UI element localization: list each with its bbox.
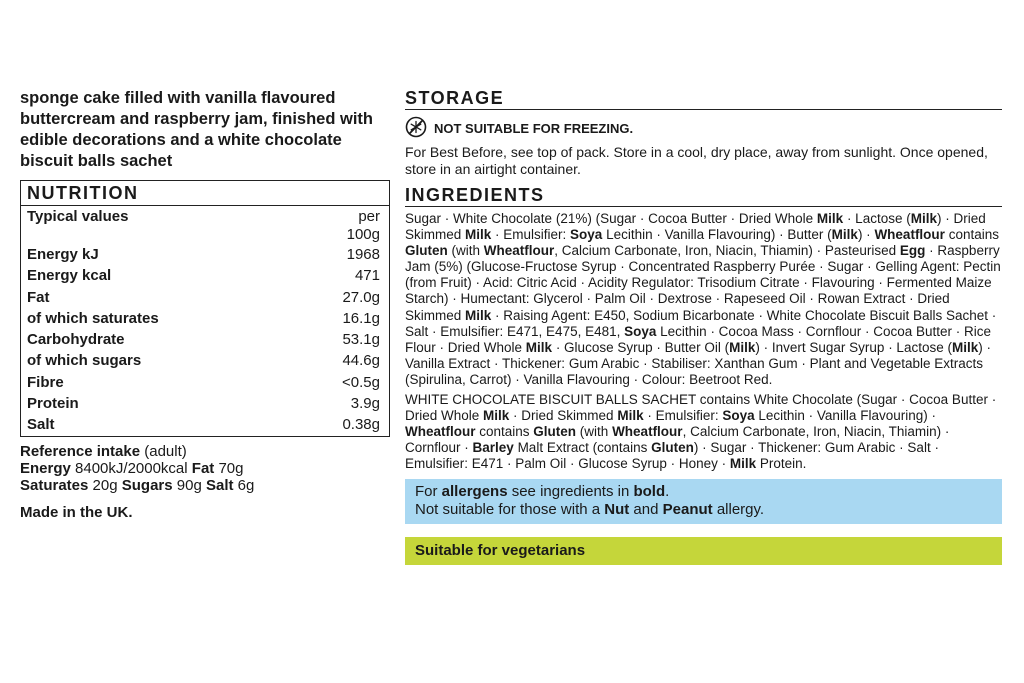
ri-saturates-value: 20g [92, 476, 118, 494]
allergen-word: Soya [722, 408, 755, 424]
allergen-word: Milk [729, 456, 757, 472]
right-column [405, 88, 1002, 565]
text-segment: · Glucose Syrup · Butter Oil ( [552, 339, 730, 355]
text-segment: . [665, 482, 670, 500]
nutrient-value: 44.6g [342, 352, 380, 370]
allergen-word: Gluten [405, 243, 448, 259]
text-segment: ) · Vanilla Extract · Thickener: Gum Arabic · Stabiliser: Xanthan Gum · Plant and Vegetable Extracts (Spirulina, Carrot) · Vanilla Flavouring · Colour: Beetroot Red. [405, 339, 991, 387]
reference-intake-line1 [20, 460, 390, 477]
nutrition-row [21, 265, 389, 286]
allergen-line-1 [415, 483, 992, 501]
allergen-word: Barley [472, 440, 514, 456]
text-segment: allergy. [712, 500, 765, 518]
text-segment: see ingredients in [507, 482, 634, 500]
ri-salt-value: 6g [237, 476, 255, 494]
nutrient-value: 27.0g [342, 288, 380, 306]
nutrition-row [21, 372, 389, 393]
text-segment: , Calcium Carbonate, Iron, Niacin, Thiamin) · Cornflour · [405, 424, 950, 456]
text-segment: Lecithin · Cocoa Mass · Cornflour · Cocoa Butter · Rice Flour · Dried Whole [405, 323, 992, 355]
nutrient-value: 1968 [346, 246, 380, 263]
freezing-warning-text: NOT SUITABLE FOR FREEZING. [434, 121, 634, 136]
text-segment: (with [576, 424, 613, 440]
nutrient-label: Energy kcal [27, 267, 112, 285]
nutrition-row [21, 350, 389, 371]
text-segment: contains [475, 424, 534, 440]
reference-intake [20, 443, 390, 494]
product-description: sponge cake filled with vanilla flavoured buttercream and raspberry jam, finished with edible decorations and a white chocolate biscuit balls sachet [20, 89, 374, 170]
ingredients-list [405, 211, 1002, 388]
allergen-word: allergens [441, 482, 508, 500]
ri-salt-label: Salt [205, 476, 234, 494]
allergen-word: Milk [729, 339, 756, 355]
nutrient-value: 16.1g [342, 309, 380, 327]
nutrient-label: of which sugars [27, 352, 142, 370]
storage-title: STORAGE [405, 88, 1002, 110]
text-segment: and [629, 500, 663, 518]
text-segment: Lecithin · Vanilla Flavouring) · [754, 408, 936, 424]
nutrition-row [21, 393, 389, 414]
text-segment: Malt Extract (contains [513, 440, 652, 456]
nutrition-row [21, 287, 389, 308]
text-segment: WHITE CHOCOLATE BISCUIT BALLS SACHET contains White Chocolate (Sugar · Cocoa Butter · Dried Whole [405, 392, 997, 424]
reference-intake-note: (adult) [144, 442, 187, 460]
per-100g-label: per 100g [346, 208, 380, 243]
text-segment: ) · [857, 227, 875, 243]
allergen-word: Soya [570, 227, 603, 243]
text-segment: · Emulsifier: [643, 408, 723, 424]
ri-saturates-label: Saturates [20, 476, 89, 494]
allergen-word: Wheatflour [612, 424, 683, 440]
nutrient-value: 0.38g [342, 416, 380, 434]
nutrient-label: Carbohydrate [27, 331, 125, 349]
nutrition-row [21, 414, 389, 435]
allergen-word: Wheatflour [874, 227, 945, 243]
nutrition-row [21, 244, 389, 265]
typical-values-label: Typical values [27, 208, 129, 225]
allergen-advice [405, 479, 1002, 524]
nutrient-value: 53.1g [342, 331, 380, 349]
allergen-word: bold [633, 482, 666, 500]
allergen-word: Peanut [662, 500, 713, 518]
text-segment: Lecithin · Vanilla Flavouring) · Butter ( [602, 227, 832, 243]
no-freeze-icon [405, 116, 427, 141]
text-segment: contains [944, 227, 999, 243]
text-segment: · Dried Skimmed [509, 408, 618, 424]
ri-fat-label: Fat [191, 459, 215, 477]
text-segment: Sugar · White Chocolate (21%) (Sugar · Cocoa Butter · Dried Whole [405, 211, 817, 226]
nutrient-value: 3.9g [350, 395, 380, 413]
ri-energy-label: Energy [20, 459, 71, 477]
allergen-word: Milk [483, 408, 510, 424]
made-in-uk: Made in the UK. [20, 503, 133, 521]
text-segment: ) · Dried Skimmed [405, 211, 986, 243]
ri-fat-value: 70g [218, 459, 244, 477]
left-column [20, 88, 390, 521]
allergen-word: Milk [525, 339, 553, 355]
nutrition-row [21, 308, 389, 329]
allergen-word: Wheatflour [405, 424, 476, 440]
nutrient-label: of which saturates [27, 309, 159, 327]
reference-intake-title: Reference intake [20, 442, 141, 460]
allergen-word: Gluten [651, 440, 694, 456]
ri-sugars-value: 90g [176, 476, 202, 494]
nutrient-label: Fat [27, 288, 50, 306]
sachet-ingredients [405, 392, 1002, 472]
nutrient-value: <0.5g [342, 373, 380, 391]
text-segment: ) · Invert Sugar Syrup · Lactose ( [755, 339, 952, 355]
nutrition-table [20, 180, 390, 437]
allergen-word: Milk [617, 408, 644, 424]
text-segment: · Emulsifier: [491, 227, 571, 243]
allergen-word: Milk [951, 339, 979, 355]
ri-sugars-label: Sugars [121, 476, 173, 494]
text-segment: ) · Sugar · Thickener: Gum Arabic · Salt · Emulsifier: E471 · Palm Oil · Glucose Syrup · Honey · [405, 440, 939, 472]
allergen-word: Milk [465, 227, 492, 243]
reference-intake-line2 [20, 477, 390, 494]
nutrient-label: Energy kJ [27, 246, 99, 263]
nutrient-label: Fibre [27, 373, 64, 391]
text-segment: · Raising Agent: E450, Sodium Bicarbonate · White Chocolate Biscuit Balls Sachet · Salt · Emulsifier: E471, E475, E481, [405, 307, 997, 339]
nutrient-label: Salt [27, 416, 55, 434]
storage-warning [405, 116, 1002, 141]
allergen-word: Nut [604, 500, 630, 518]
ingredients-title: INGREDIENTS [405, 185, 1002, 207]
nutrient-label: Protein [27, 395, 79, 413]
text-segment: · Raspberry Jam (5%) (Glucose-Fructose Syrup · Concentrated Raspberry Purée · Sugar · Gelling Agent: Pectin (from Fruit) · Acid: Citric Acid · Acidity Regulator: Trisodium Citrate · Flavouring · Fermented Maize Starch) · Humectant: Glycerol · Palm Oil · Dextrose · Rapeseed Oil · Rowan Extract · Dried Skimmed [405, 243, 1001, 323]
text-segment: · Lactose ( [843, 211, 911, 226]
allergen-word: Egg [899, 243, 926, 259]
allergen-word: Milk [465, 307, 492, 323]
nutrition-title: NUTRITION [21, 181, 389, 206]
allergen-word: Wheatflour [483, 243, 555, 259]
nutrition-row [21, 329, 389, 350]
allergen-word: Milk [831, 227, 858, 243]
text-segment: Protein. [756, 456, 807, 472]
storage-instructions: For Best Before, see top of pack. Store in a cool, dry place, away from sunlight. Once opened, store in an airtight container. [405, 144, 988, 177]
allergen-word: Soya [624, 323, 657, 339]
nutrition-rows [21, 244, 389, 436]
text-segment: For [415, 482, 442, 500]
ri-energy-value: 8400kJ/2000kcal [75, 459, 188, 477]
text-segment: Not suitable for those with a [415, 500, 605, 518]
reference-intake-heading [20, 443, 390, 460]
vegetarian-badge: Suitable for vegetarians [405, 537, 1002, 565]
allergen-word: Milk [816, 211, 844, 226]
allergen-word: Gluten [533, 424, 577, 440]
allergen-line-2 [415, 501, 992, 519]
nutrient-value: 471 [354, 267, 380, 285]
allergen-word: Milk [910, 211, 937, 226]
text-segment: , Calcium Carbonate, Iron, Niacin, Thiamin) · Pasteurised [554, 243, 900, 259]
text-segment: (with [447, 243, 484, 259]
nutrition-header-row [21, 206, 389, 244]
